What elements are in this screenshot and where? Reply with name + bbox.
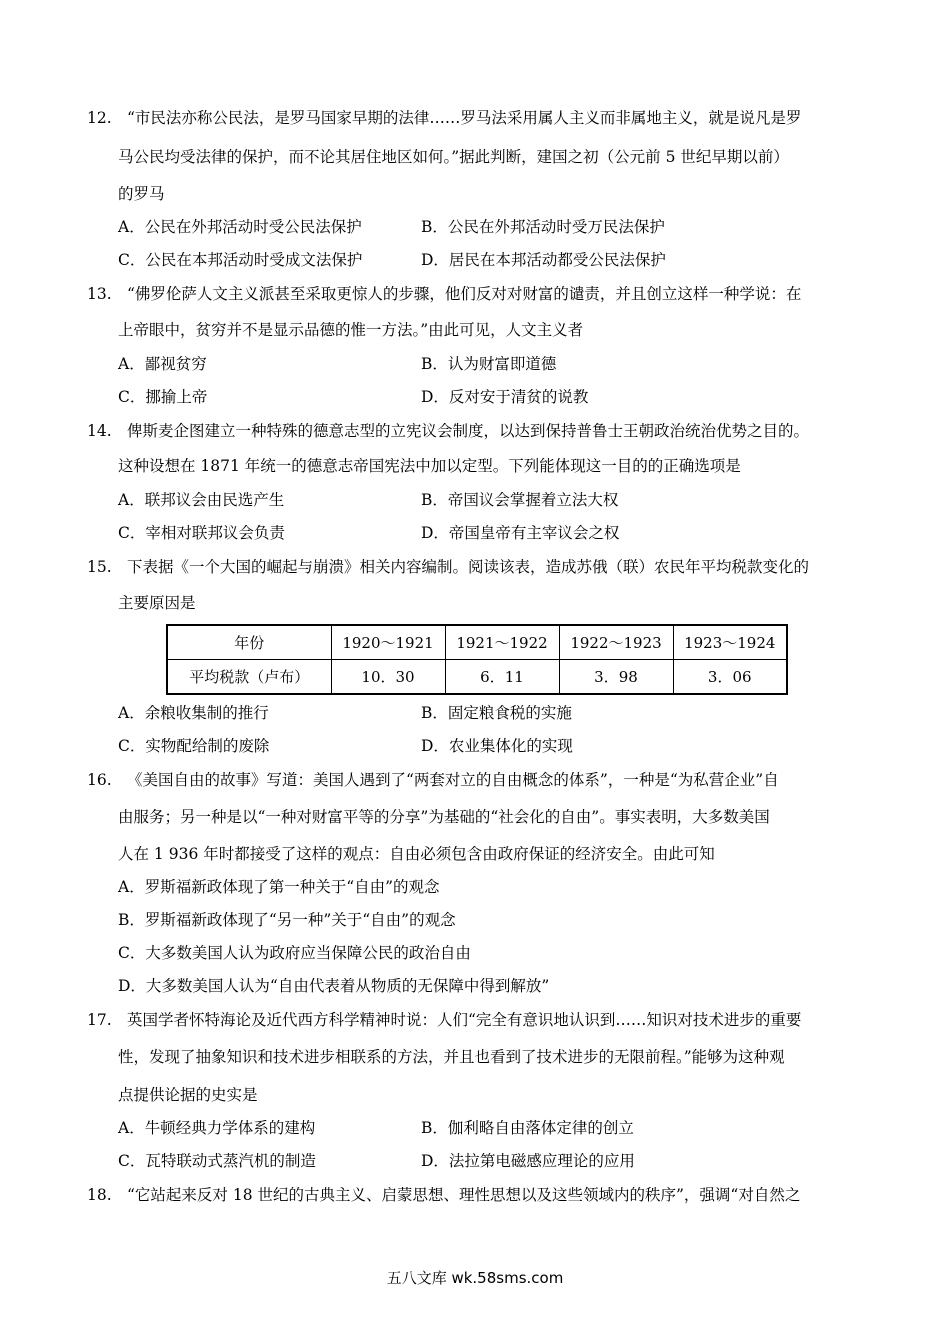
- option-d: D．农业集体化的实现: [421, 737, 573, 755]
- option-b: B．公民在外邦活动时受万民法保护: [421, 218, 665, 236]
- option-c: C．宰相对联邦议会负责: [118, 524, 285, 542]
- question-number: 14.: [87, 422, 112, 440]
- option-b: B．帝国议会掌握着立法大权: [421, 491, 619, 509]
- table-cell: 平均税款（卢布）: [167, 660, 331, 695]
- option-d: D．大多数美国人认为“自由代表着从物质的无保障中得到解放”: [118, 977, 550, 995]
- question-number: 13.: [87, 285, 112, 303]
- option-c: C．大多数美国人认为政府应当保障公民的政治自由: [118, 944, 471, 962]
- question-text-line: 英国学者怀特海论及近代西方科学精神时说：人们“完全有意识地认识到……知识对技术进步的重要: [127, 1011, 802, 1029]
- option-d: D．反对安于清贫的说教: [421, 388, 589, 406]
- option-c: C．挪揄上帝: [118, 388, 208, 406]
- table-cell: 10．30: [331, 660, 445, 695]
- question-text-line: “佛罗伦萨人文主义派甚至采取更惊人的步骤，他们反对对财富的谴责，并且创立这样一种学说：在: [127, 285, 802, 303]
- question-text-line: 主要原因是: [118, 594, 196, 612]
- question-text-line: “它站起来反对 18 世纪的古典主义、启蒙思想、理性思想以及这些领域内的秩序”，强调“对自然之: [127, 1186, 801, 1204]
- table-header-cell: 1922～1923: [559, 625, 673, 660]
- question-text-line: 点提供论据的史实是: [118, 1086, 258, 1104]
- footer-watermark: 五八文库 wk.58sms.com: [386, 1269, 564, 1287]
- option-b: B．伽利略自由落体定律的创立: [421, 1119, 634, 1137]
- table-cell: 3．06: [673, 660, 787, 695]
- question-number: 17.: [87, 1011, 112, 1029]
- question-text-line: 马公民均受法律的保护，而不论其居住地区如何。”据此判断，建国之初（公元前 5 世纪早期以前）: [118, 148, 789, 166]
- question-text-line: 性，发现了抽象知识和技术进步相联系的方法，并且也看到了技术进步的无限前程。”能够为这种观: [118, 1048, 785, 1066]
- table-header-row: [167, 625, 787, 660]
- question-text-line: 俾斯麦企图建立一种特殊的德意志型的立宪议会制度，以达到保持普鲁士王朝政治统治优势之目的。: [127, 422, 810, 440]
- option-b: B．固定粮食税的实施: [421, 704, 572, 722]
- question-text-line: 下表据《一个大国的崛起与崩溃》相关内容编制。阅读该表，造成苏俄（联）农民年平均税款变化的: [127, 558, 810, 576]
- question-number: 16.: [87, 771, 112, 789]
- option-a: A．罗斯福新政体现了第一种关于“自由”的观念: [118, 878, 440, 896]
- option-b: B．罗斯福新政体现了“另一种”关于“自由”的观念: [118, 911, 456, 929]
- option-a: A．联邦议会由民选产生: [118, 491, 285, 509]
- tax-table: [166, 624, 788, 695]
- question-number: 15.: [87, 558, 112, 576]
- question-text-line: 《美国自由的故事》写道：美国人遇到了“两套对立的自由概念的体系”，一种是“为私营企业”自: [127, 771, 779, 789]
- table-header-cell: 1923～1924: [673, 625, 787, 660]
- question-text-line: 这种设想在 1871 年统一的德意志帝国宪法中加以定型。下列能体现这一目的的正确选项是: [118, 457, 741, 475]
- question-text-line: 由服务；另一种是以“一种对财富平等的分享”为基础的“社会化的自由”。事实表明，大多数美国: [118, 808, 770, 826]
- option-d: D．帝国皇帝有主宰议会之权: [421, 524, 620, 542]
- table-cell: 6．11: [445, 660, 559, 695]
- table-header-cell: 1920～1921: [331, 625, 445, 660]
- option-a: A．公民在外邦活动时受公民法保护: [118, 218, 362, 236]
- option-a: A．鄙视贫穷: [118, 355, 207, 373]
- table-header-cell: 年份: [167, 625, 331, 660]
- question-text-line: 的罗马: [118, 185, 165, 203]
- option-c: C．公民在本邦活动时受成文法保护: [118, 251, 363, 269]
- option-a: A．牛顿经典力学体系的建构: [118, 1119, 316, 1137]
- option-b: B．认为财富即道德: [421, 355, 557, 373]
- option-c: C．瓦特联动式蒸汽机的制造: [118, 1152, 316, 1170]
- option-a: A．余粮收集制的推行: [118, 704, 269, 722]
- table-cell: 3．98: [559, 660, 673, 695]
- option-c: C．实物配给制的废除: [118, 737, 270, 755]
- question-text-line: “市民法亦称公民法，是罗马国家早期的法律……罗马法采用属人主义而非属地主义，就是说凡是罗: [127, 109, 802, 127]
- question-number: 12.: [87, 109, 112, 127]
- question-text-line: 人在 1 936 年时都接受了这样的观点：自由必须包含由政府保证的经济安全。由此可知: [118, 845, 715, 863]
- question-number: 18.: [87, 1186, 112, 1204]
- table-header-cell: 1921～1922: [445, 625, 559, 660]
- option-d: D．居民在本邦活动都受公民法保护: [421, 251, 666, 269]
- option-d: D．法拉第电磁感应理论的应用: [421, 1152, 635, 1170]
- question-text-line: 上帝眼中，贫穷并不是显示品德的惟一方法。”由此可见，人文主义者: [118, 321, 584, 339]
- table-row: [167, 660, 787, 695]
